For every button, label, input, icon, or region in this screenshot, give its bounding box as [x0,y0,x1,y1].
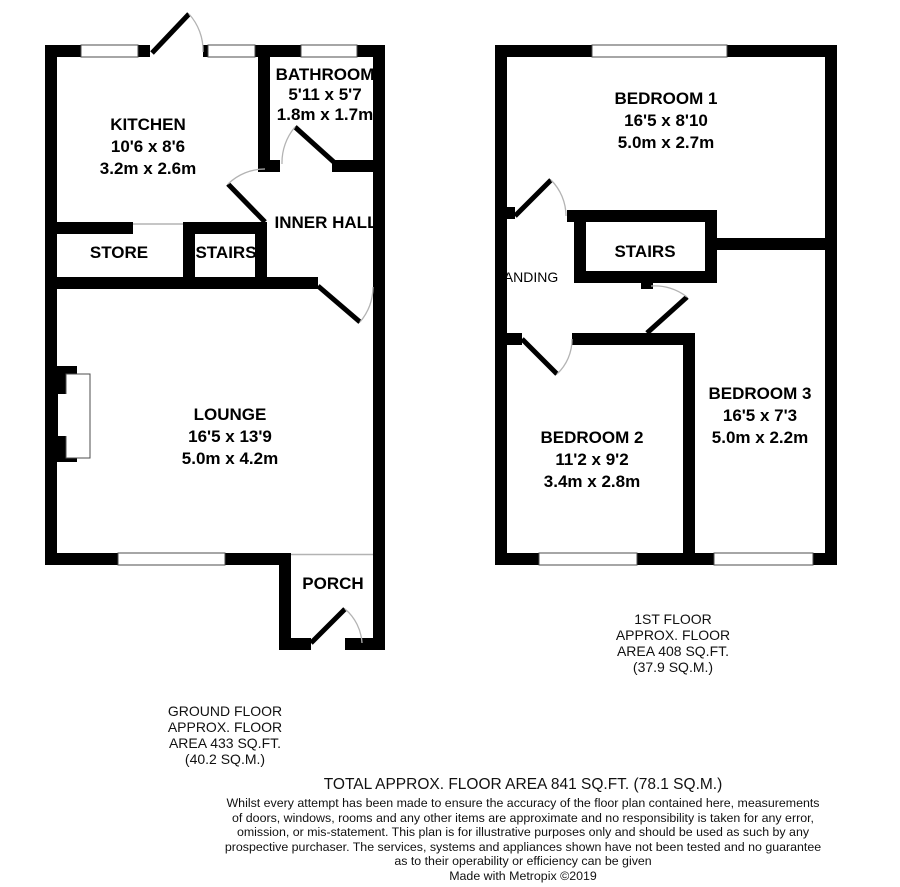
door-arc [345,609,362,643]
room-label-bedroom2 [541,428,644,491]
room-name: BATHROOM [275,65,375,84]
room-label-stairs-first [614,242,675,261]
room-name: KITCHEN [110,115,186,134]
door-arc [551,180,566,216]
room-dim-imperial: 16'5 x 7'3 [722,406,798,425]
wall-segment [495,333,522,345]
door-leaf [311,609,345,643]
bedroom2-door-swing [522,339,572,374]
door-arc [360,287,373,322]
caption-line: 1ST FLOOR [634,611,712,627]
door-leaf [295,127,336,164]
wall-segment [255,222,267,283]
porch-door-swing [311,609,362,643]
door-leaf [647,297,687,333]
room-name: LANDING [496,269,559,285]
window [118,553,225,565]
hearth [66,374,90,458]
caption-line: GROUND FLOOR [167,703,283,719]
room-dim-metric: 1.8m x 1.7m [276,105,374,124]
disclaimer-line: as to their operability or efficiency can be given [394,854,652,869]
window [714,553,813,565]
room-name: BEDROOM 2 [540,428,644,447]
bedroom3-door-swing [647,286,687,333]
metropix-credit: Made with Metropix ©2019 [449,868,597,883]
wall-segment [717,238,837,250]
caption-line: APPROX. FLOOR [615,627,731,643]
caption-line: AREA 408 SQ.FT. [616,643,730,659]
wall-segment [641,279,653,289]
room-dim-metric: 5.0m x 2.2m [711,428,809,447]
window [208,45,255,57]
room-dim-metric: 5.0m x 2.7m [617,133,715,152]
door-leaf [228,184,265,222]
room-name: STORE [89,243,149,262]
room-label-lounge [182,405,278,468]
room-name: BEDROOM 3 [708,384,812,403]
window [592,45,727,57]
wall-segment [825,45,837,565]
bedroom1-door-swing [515,180,566,216]
door-arc [557,339,572,374]
room-label-bedroom3 [709,384,812,447]
wall-segment [683,333,695,565]
disclaimer-line: Whilst every attempt has been made to ensure the accuracy of the floor plan contained here, measurements [226,796,820,810]
ground-floor-plan [45,14,385,650]
door-leaf [318,286,360,322]
room-dim-imperial: 10'6 x 8'6 [110,137,186,156]
wall-segment [495,45,507,565]
window [81,45,138,57]
room-name: LOUNGE [193,405,267,424]
room-label-kitchen [100,115,196,178]
room-dim-imperial: 16'5 x 8'10 [624,111,708,130]
room-label-stairs-ground [195,243,256,262]
room-name: STAIRS [614,242,676,261]
wall-segment [45,222,133,234]
room-dim-imperial: 11'2 x 9'2 [555,450,629,469]
room-name: STAIRS [195,243,257,262]
disclaimer-line: of doors, windows, rooms and any other items are approximate and no responsibility is taken for any error, [232,810,814,825]
door-arc [651,286,687,297]
room-name: BEDROOM 1 [614,89,718,108]
room-name: INNER HALL [274,213,378,232]
caption-line: AREA 433 SQ.FT. [168,735,282,751]
wall-segment [572,333,695,345]
wall-segment [258,45,270,172]
ground-floor-caption [85,703,365,767]
wall-segment [495,207,515,219]
window [539,553,637,565]
fireplace [57,366,90,462]
room-dim-metric: 3.4m x 2.8m [543,472,641,491]
wall-segment [183,222,267,234]
room-label-landing [496,269,558,285]
kitchen-door-swing [228,169,265,222]
caption-line: APPROX. FLOOR [167,719,283,735]
room-name: PORCH [302,574,364,593]
door-arc [282,127,295,164]
footer-block [123,776,900,884]
door-opening [318,277,373,289]
bathroom-door-swing [282,127,336,164]
disclaimer-line: omission, or mis-statement. This plan is for illustrative purposes only and should be used as such by any [236,825,810,840]
window [301,45,357,57]
door-opening [280,160,332,172]
first-floor-plan [495,45,837,565]
hearth-recess [58,394,67,436]
wall-segment [45,45,57,565]
disclaimer-line: prospective purchaser. The services, systems and appliances shown have not been tested and no guarantee [224,839,822,854]
lounge-door-swing [318,286,373,322]
room-label-bathroom [276,65,375,124]
room-label-porch [302,574,363,593]
first-floor-caption [533,611,813,675]
door-leaf [522,339,557,374]
room-dim-metric: 3.2m x 2.6m [99,159,197,178]
wall-segment [279,553,291,650]
wall-segment [373,45,385,650]
room-dim-imperial: 16'5 x 13'9 [188,427,272,446]
room-dim-imperial: 5'11 x 5'7 [288,85,362,104]
wall-segment [567,210,717,222]
room-label-bedroom1 [615,89,718,152]
door-leaf [515,180,551,216]
room-dim-metric: 5.0m x 4.2m [181,449,279,468]
caption-line: (40.2 SQ.M.) [184,751,266,767]
room-label-store [90,243,148,262]
room-label-inner-hall [275,213,378,232]
caption-line: (37.9 SQ.M.) [632,659,714,675]
total-floor-area: TOTAL APPROX. FLOOR AREA 841 SQ.FT. (78.1 SQ.M.) [323,776,723,793]
